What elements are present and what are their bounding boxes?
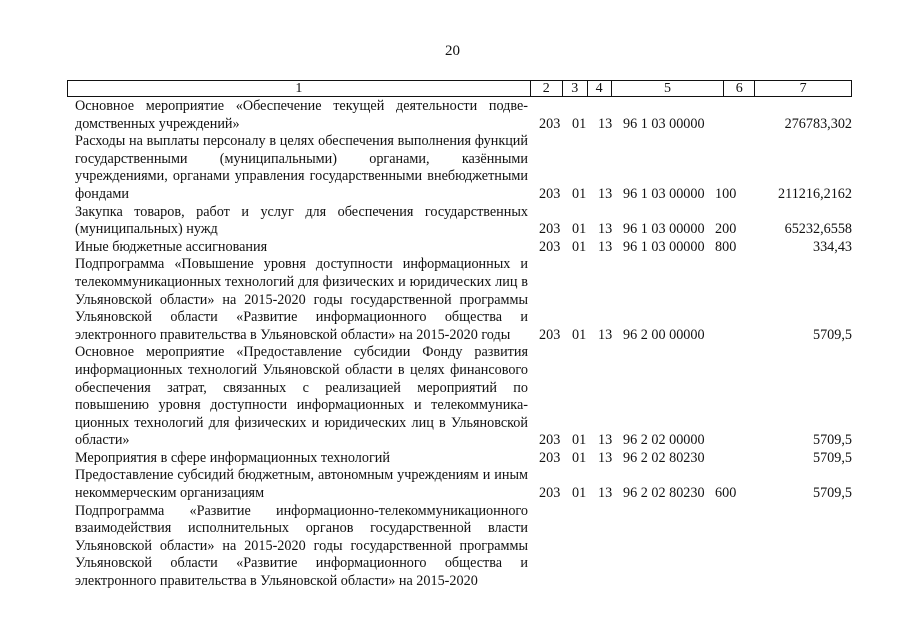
dept-code: 203 [539,221,561,238]
table-row [0,204,905,239]
target-article-code: 96 1 03 00000 [623,115,705,132]
subsection-code: 13 [598,485,613,502]
row-codes [0,116,905,134]
row-description: Основное мероприятие «Предоставление субсидии Фонду развития информационных технологий Ульяновской области в целях финансового обеспечения затрат, связанных с реализацией мероприятий по повышению уровня доступности информационных и телекоммуникационных технологий для физических и юридических лиц в Ульяновской области» [75,344,528,449]
target-article-code: 96 1 03 00000 [623,221,705,238]
table-header [67,80,852,97]
column-header-6: 6 [724,81,755,96]
dept-code: 203 [539,485,561,502]
table-row [0,256,905,344]
amount: 5709,5 [812,432,852,449]
dept-code: 203 [539,326,561,343]
subsection-code: 13 [598,185,613,202]
amount: 276783,302 [784,115,852,132]
amount: 5709,5 [812,485,852,502]
target-article-code: 96 2 02 00000 [623,432,705,449]
row-codes [0,485,905,503]
table-row [0,503,905,591]
table-row [0,239,905,257]
subsection-code: 13 [598,432,613,449]
row-description: Мероприятия в сфере информационных технологий [75,449,390,466]
column-header-2: 2 [531,81,563,96]
section-code: 01 [572,449,587,466]
column-header-5: 5 [612,81,725,96]
row-description: Предоставление субсидий бюджетным, автономным учреждениям и иным некоммерческим организациям [75,467,528,502]
row-codes [0,327,905,345]
page-number: 20 [445,43,460,59]
target-article-code: 96 2 02 80230 [623,449,705,466]
dept-code: 203 [539,185,561,202]
table-row [0,450,905,468]
amount: 334,43 [812,238,852,255]
table-row [0,98,905,133]
section-code: 01 [572,238,587,255]
target-article-code: 96 2 00 00000 [623,326,705,343]
expense-type-code: 600 [715,485,737,502]
expense-type-code: 100 [715,185,737,202]
row-codes [0,573,905,591]
subsection-code: 13 [598,238,613,255]
row-description: Подпрограмма «Повышение уровня доступности информационных и телекоммуникационных технологий для физических и юридических лиц в Ульяновской области» на 2015-2020 годы государственной программы Ульяновской области «Развитие информационного общества и электронного правительства в Ульяновской области» на 2015-2020 годы [75,256,528,343]
table-row [0,467,905,502]
target-article-code: 96 2 02 80230 [623,485,705,502]
row-codes [0,186,905,204]
target-article-code: 96 1 03 00000 [623,238,705,255]
row-codes [0,221,905,239]
row-description: Закупка товаров, работ и услуг для обеспечения государственных (муниципальных) нужд [75,203,528,238]
amount: 5709,5 [812,326,852,343]
subsection-code: 13 [598,221,613,238]
section-code: 01 [572,221,587,238]
table-row [0,344,905,450]
section-code: 01 [572,326,587,343]
subsection-code: 13 [598,326,613,343]
column-header-4: 4 [588,81,612,96]
subsection-code: 13 [598,449,613,466]
dept-code: 203 [539,432,561,449]
table-row [0,133,905,203]
dept-code: 203 [539,238,561,255]
row-description: Расходы на выплаты персоналу в целях обеспечения выполнения функций государственными (муниципальными) органами, казёнными учреждениями, органами управления государственными внебюджетными фондами [75,133,528,202]
section-code: 01 [572,115,587,132]
row-codes [0,239,905,257]
target-article-code: 96 1 03 00000 [623,185,705,202]
expense-type-code: 800 [715,238,737,255]
row-codes [0,432,905,450]
amount: 65232,6558 [784,221,852,238]
row-description: Подпрограмма «Развитие информационно-телекоммуникационного взаимодействия исполнительных органов государственной власти Ульяновской области» на 2015-2020 годы государственной программы Ульяновской области «Развитие информационного общества и электронного правительства в Ульяновской области» на 2015-2020 [75,502,528,590]
amount: 5709,5 [812,449,852,466]
column-header-1: 1 [68,81,531,96]
column-header-7: 7 [799,81,807,96]
row-codes [0,450,905,468]
subsection-code: 13 [598,115,613,132]
section-code: 01 [572,185,587,202]
dept-code: 203 [539,449,561,466]
row-description: Иные бюджетные ассигнования [75,238,268,255]
expense-type-code: 200 [715,221,737,238]
column-header-3: 3 [563,81,588,96]
amount: 211216,2162 [778,185,852,202]
row-description: Основное мероприятие «Обеспечение текущей деятельности подведомственных учреждений» [75,98,528,132]
section-code: 01 [572,432,587,449]
table-body [0,98,905,591]
dept-code: 203 [539,115,561,132]
section-code: 01 [572,485,587,502]
